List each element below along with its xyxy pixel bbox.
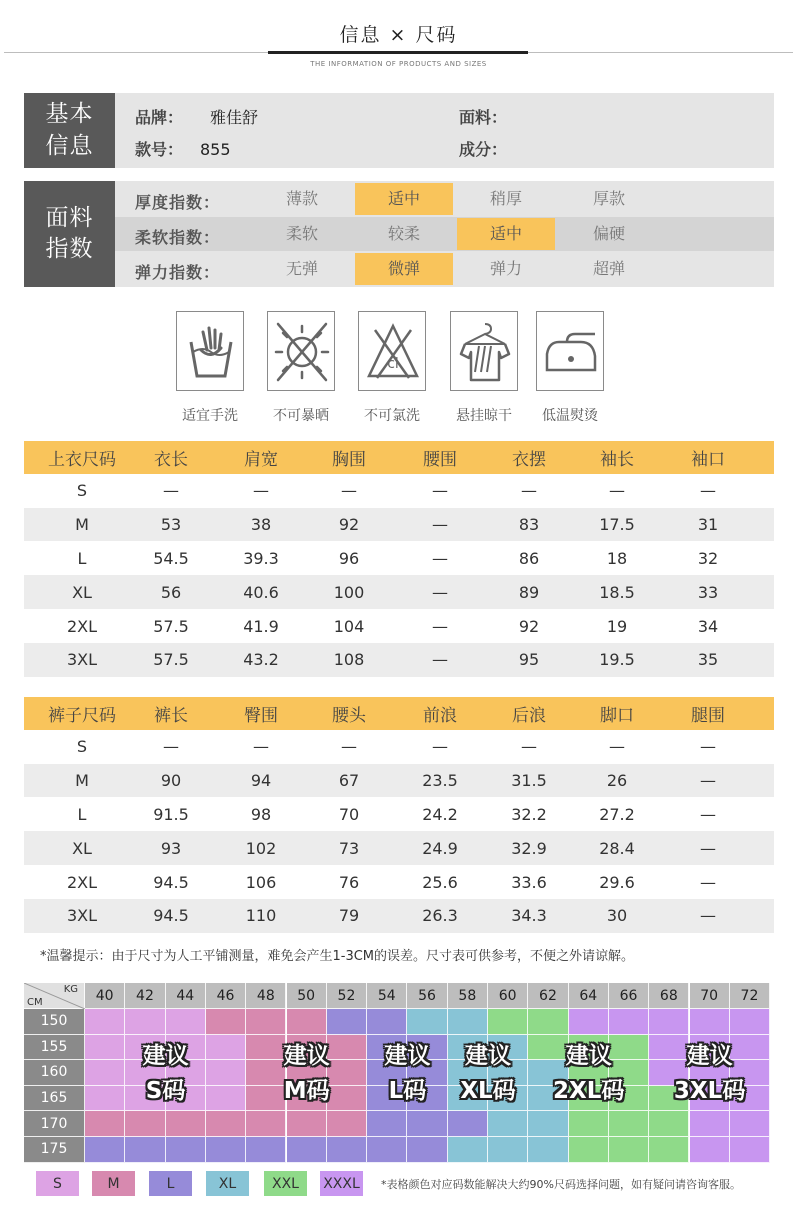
value-cell: 86 [518,548,540,568]
header-cell: 后浪 [512,706,546,726]
grid-cell-l [166,1137,206,1163]
fabric-index-option-selected: 适中 [457,218,555,250]
fabric-index-row [115,252,774,286]
value-cell: — [253,737,269,757]
value-cell: 83 [518,515,540,535]
height-header-cell: 150 [24,1009,85,1035]
value-cell: 38 [250,515,272,535]
grid-cell-l [407,1137,447,1163]
value-cell: — [432,616,448,636]
value-cell: 91.5 [153,804,189,824]
pants-table-header [24,697,774,730]
value-cell: 54.5 [153,548,189,568]
value-cell: 94.5 [153,906,189,926]
grid-cell-m [166,1111,206,1137]
value-cell: 106 [245,872,277,892]
fabric-index-label: 面料 指数 [24,181,115,287]
grid-cell-xl [528,1111,568,1137]
grid-cell-s [206,1086,246,1112]
weight-header-cell: 56 [407,983,447,1009]
size-cell: S [76,737,88,757]
grid-cell-xxl [528,1009,568,1035]
table-row [24,508,774,542]
fabric-index-option-selected: 微弹 [355,253,453,285]
size-recommendation-grid [24,983,774,1165]
size-cell: 3XL [66,906,98,926]
fabric-index-option: 柔软 [285,224,318,243]
value-cell: 57.5 [153,650,189,670]
grid-cell-xl [488,1137,528,1163]
header-cell: 腿围 [691,706,725,726]
grid-cell-xxxl [649,1009,689,1035]
size-cell: L [77,548,87,568]
height-header-cell: 165 [24,1086,85,1112]
legend-note: *表格颜色对应码数能解决大约90%尺码选择问题，如有疑问请咨询客服。 [381,1178,741,1191]
grid-cell-xxxl [690,1111,730,1137]
basic-info-label: 基本 信息 [24,93,115,168]
fabric-index-option: 薄款 [285,189,318,208]
header-cell: 裤长 [154,706,188,726]
table-row [24,899,774,933]
size-cell: 2XL [66,616,98,636]
legend-swatch-xxl: XXL [264,1171,307,1196]
grid-cell-l [367,1137,407,1163]
header-subtitle: THE INFORMATION OF PRODUCTS AND SIZES [310,60,487,68]
value-cell: 31 [697,515,719,535]
size-recommendation-label: 建议 S码 [142,1042,189,1104]
weight-header-cell: 48 [246,983,286,1009]
value-cell: 33 [697,582,719,602]
size-cell: XL [72,582,92,602]
weight-header-cell: 46 [206,983,246,1009]
svg-text:cl: cl [387,356,399,372]
value-cell: 56 [160,582,182,602]
value-cell: — [163,481,179,501]
header-cell: 前浪 [423,706,457,726]
grid-cell-xxl [609,1137,649,1163]
grid-cell-xl [448,1009,488,1035]
value-cell: — [700,481,716,501]
table-row [24,730,774,764]
grid-cell-m [85,1111,125,1137]
value-cell: 19 [606,616,628,636]
low-iron-icon [536,311,604,391]
value-cell: 104 [333,616,365,636]
value-cell: 100 [333,582,365,602]
top-size-table [24,441,774,677]
value-cell: 67 [338,771,360,791]
value-cell: — [163,737,179,757]
value-cell: 32.9 [511,838,547,858]
value-cell: 24.9 [422,838,458,858]
header-title: 信息 × 尺码 [339,24,458,46]
weight-header-cell: 72 [730,983,770,1009]
value-cell: 33.6 [511,872,547,892]
value-cell: — [521,737,537,757]
fabric-index-option-selected: 适中 [355,183,453,215]
weight-header-cell: 64 [569,983,609,1009]
table-row [24,474,774,508]
measurement-note: *温馨提示：由于尺寸为人工平铺测量，难免会产生1-3CM的误差。尺寸表可供参考，不便之外请谅解。 [40,949,635,964]
value-cell: — [609,737,625,757]
grid-cell-xl [488,1111,528,1137]
brand-label: 品牌： [135,108,184,127]
value-cell: 92 [338,515,360,535]
grid-cell-s [85,1035,125,1061]
value-cell: — [700,906,716,926]
value-cell: 23.5 [422,771,458,791]
weight-header-cell: 66 [609,983,649,1009]
grid-cell-s [85,1060,125,1086]
value-cell: 95 [518,650,540,670]
grid-cell-l [407,1111,447,1137]
size-recommendation-label: 建议 3XL码 [673,1042,746,1104]
value-cell: 26.3 [422,906,458,926]
value-cell: 32 [697,548,719,568]
value-cell: — [341,737,357,757]
grid-cell-xxxl [730,1137,770,1163]
grid-cell-l [367,1111,407,1137]
value-cell: 94 [250,771,272,791]
value-cell: — [700,804,716,824]
no-sun-icon [267,311,335,391]
weight-header-cell: 70 [690,983,730,1009]
grid-cell-xxxl [690,1009,730,1035]
grid-cell-xxxl [730,1111,770,1137]
fabric-index-option: 稍厚 [489,189,522,208]
table-row [24,575,774,609]
grid-cell-xl [448,1137,488,1163]
value-cell: 108 [333,650,365,670]
fabric-index-row [115,182,774,216]
value-cell: — [432,737,448,757]
hand-wash-icon [176,311,244,391]
grid-cell-xxxl [690,1137,730,1163]
grid-cell-xxl [569,1111,609,1137]
grid-cell-m [246,1009,286,1035]
grid-cell-xxl [569,1137,609,1163]
value-cell: 32.2 [511,804,547,824]
value-cell: 31.5 [511,771,547,791]
grid-cell-m [206,1009,246,1035]
weight-header-cell: 68 [649,983,689,1009]
grid-cell-l [448,1111,488,1137]
value-cell: 30 [606,906,628,926]
care-label-hang-dry: 悬挂晾干 [456,408,512,424]
value-cell: 25.6 [422,872,458,892]
value-cell: — [700,872,716,892]
value-cell: 89 [518,582,540,602]
grid-cell-xl [407,1009,447,1035]
fabric-index-option: 较柔 [387,224,420,243]
header-cell: 袖口 [691,450,725,470]
size-cell: L [77,804,87,824]
value-cell: 39.3 [243,548,279,568]
grid-cell-s [125,1009,165,1035]
brand-value: 雅佳舒 [210,108,259,127]
fabric-index-block [24,181,774,287]
value-cell: 24.2 [422,804,458,824]
value-cell: 27.2 [599,804,635,824]
value-cell: 29.6 [599,872,635,892]
value-cell: 70 [338,804,360,824]
grid-cell-m [246,1111,286,1137]
pants-size-table [24,697,774,933]
legend-swatch-m: M [92,1171,135,1196]
fabric-index-row-label: 弹力指数： [135,263,221,282]
value-cell: 92 [518,616,540,636]
grid-cell-xxl [488,1009,528,1035]
fabric-index-option: 弹力 [489,259,522,278]
size-cell: XL [72,838,92,858]
fabric-index-option: 无弹 [285,259,318,278]
grid-cell-l [125,1137,165,1163]
weight-header-cell: 52 [327,983,367,1009]
size-cell: 3XL [66,650,98,670]
header-cell: 衣摆 [512,450,546,470]
hang-dry-icon [450,311,518,391]
value-cell: 34 [697,616,719,636]
grid-cell-s [166,1009,206,1035]
value-cell: 18 [606,548,628,568]
table-row [24,764,774,798]
value-cell: 102 [245,838,277,858]
header-divider-accent [268,51,528,54]
weight-header-cell: 54 [367,983,407,1009]
grid-cell-l [327,1137,367,1163]
size-cell: M [75,771,89,791]
header-cell: 胸围 [332,450,366,470]
grid-cell-l [85,1137,125,1163]
grid-cell-xxl [649,1111,689,1137]
care-label-low-iron: 低温熨烫 [542,408,598,424]
value-cell: — [700,838,716,858]
grid-cell-l [246,1137,286,1163]
table-row [24,643,774,677]
legend-swatch-l: L [149,1171,192,1196]
height-header-cell: 175 [24,1137,85,1163]
table-row [24,831,774,865]
value-cell: 90 [160,771,182,791]
value-cell: 93 [160,838,182,858]
care-label-no-bleach: 不可氯洗 [364,408,420,424]
header-cell: 臀围 [244,706,278,726]
fabric-index-option: 超弹 [592,259,625,278]
value-cell: — [432,548,448,568]
weight-header-cell: 44 [166,983,206,1009]
no-bleach-icon [358,311,426,391]
weight-header-cell: 60 [488,983,528,1009]
fabric-index-row [115,217,774,251]
size-cell: S [76,481,88,501]
legend-swatch-xl: XL [206,1171,249,1196]
header-cell: 肩宽 [244,450,278,470]
grid-cell-xxl [609,1111,649,1137]
size-recommendation-label: 建议 2XL码 [553,1042,625,1104]
value-cell: — [521,481,537,501]
cm-axis-label: CM [27,997,43,1008]
value-cell: 110 [245,906,277,926]
grid-cell-s [206,1035,246,1061]
value-cell: — [700,771,716,791]
value-cell: 76 [338,872,360,892]
value-cell: 19.5 [599,650,635,670]
value-cell: 79 [338,906,360,926]
value-cell: — [432,481,448,501]
fabric-label: 面料： [459,108,508,127]
header-cell: 腰头 [332,706,366,726]
header-cell: 袖长 [600,450,634,470]
value-cell: 53 [160,515,182,535]
grid-cell-s [206,1060,246,1086]
size-recommendation-label: 建议 XL码 [460,1042,516,1104]
grid-cell-xxl [649,1137,689,1163]
weight-header-cell: 50 [287,983,327,1009]
value-cell: — [609,481,625,501]
fabric-index-option: 偏硬 [592,224,625,243]
fabric-index-row-label: 厚度指数： [135,193,221,212]
value-cell: 35 [697,650,719,670]
weight-header-cell: 40 [85,983,125,1009]
value-cell: 73 [338,838,360,858]
size-recommendation-label: 建议 M码 [283,1042,330,1104]
value-cell: 34.3 [511,906,547,926]
table-row [24,542,774,576]
care-label-no-sun: 不可暴晒 [273,408,329,424]
height-header-cell: 170 [24,1111,85,1137]
basic-info-block [24,93,774,168]
grid-corner [24,983,85,1009]
value-cell: 98 [250,804,272,824]
weight-header-cell: 62 [528,983,568,1009]
size-cell: M [75,515,89,535]
grid-cell-m [327,1111,367,1137]
grid-cell-s [85,1086,125,1112]
value-cell: — [432,582,448,602]
value-cell: 43.2 [243,650,279,670]
value-cell: 18.5 [599,582,635,602]
grid-cell-xxxl [569,1009,609,1035]
kg-axis-label: KG [63,984,78,995]
value-cell: 26 [606,771,628,791]
value-cell: — [432,650,448,670]
weight-header-cell: 42 [125,983,165,1009]
value-cell: — [432,515,448,535]
value-cell: — [341,481,357,501]
grid-cell-m [287,1111,327,1137]
value-cell: — [253,481,269,501]
size-cell: 2XL [66,872,98,892]
composition-label: 成分： [459,140,508,159]
table-row [24,798,774,832]
table-row [24,865,774,899]
grid-cell-m [287,1009,327,1035]
value-cell: 28.4 [599,838,635,858]
fabric-index-option: 厚款 [592,189,625,208]
grid-cell-m [206,1111,246,1137]
grid-cell-xxxl [609,1009,649,1035]
grid-cell-s [85,1009,125,1035]
header-cell: 裤子尺码 [48,706,116,726]
legend-swatch-xxxl: XXXL [320,1171,363,1196]
table-row [24,609,774,643]
value-cell: 57.5 [153,616,189,636]
grid-cell-l [206,1137,246,1163]
header-cell: 腰围 [423,450,457,470]
weight-header-cell: 58 [448,983,488,1009]
height-header-cell: 160 [24,1060,85,1086]
value-cell: 40.6 [243,582,279,602]
care-label-hand-wash: 适宜手洗 [182,408,238,424]
grid-cell-xl [528,1137,568,1163]
header-cell: 衣长 [154,450,188,470]
value-cell: 41.9 [243,616,279,636]
value-cell: 96 [338,548,360,568]
grid-cell-xxxl [730,1009,770,1035]
grid-cell-l [327,1009,367,1035]
legend-swatch-s: S [36,1171,79,1196]
height-header-cell: 155 [24,1035,85,1061]
header-cell: 脚口 [600,706,634,726]
style-number-value: 855 [200,140,231,159]
size-recommendation-label: 建议 L码 [384,1042,431,1104]
value-cell: 94.5 [153,872,189,892]
value-cell: 17.5 [599,515,635,535]
fabric-index-row-label: 柔软指数： [135,228,221,247]
header-cell: 上衣尺码 [48,450,116,470]
grid-cell-m [125,1111,165,1137]
value-cell: — [700,737,716,757]
grid-cell-l [367,1009,407,1035]
grid-cell-l [287,1137,327,1163]
style-number-label: 款号： [135,140,184,159]
top-table-header [24,441,774,474]
